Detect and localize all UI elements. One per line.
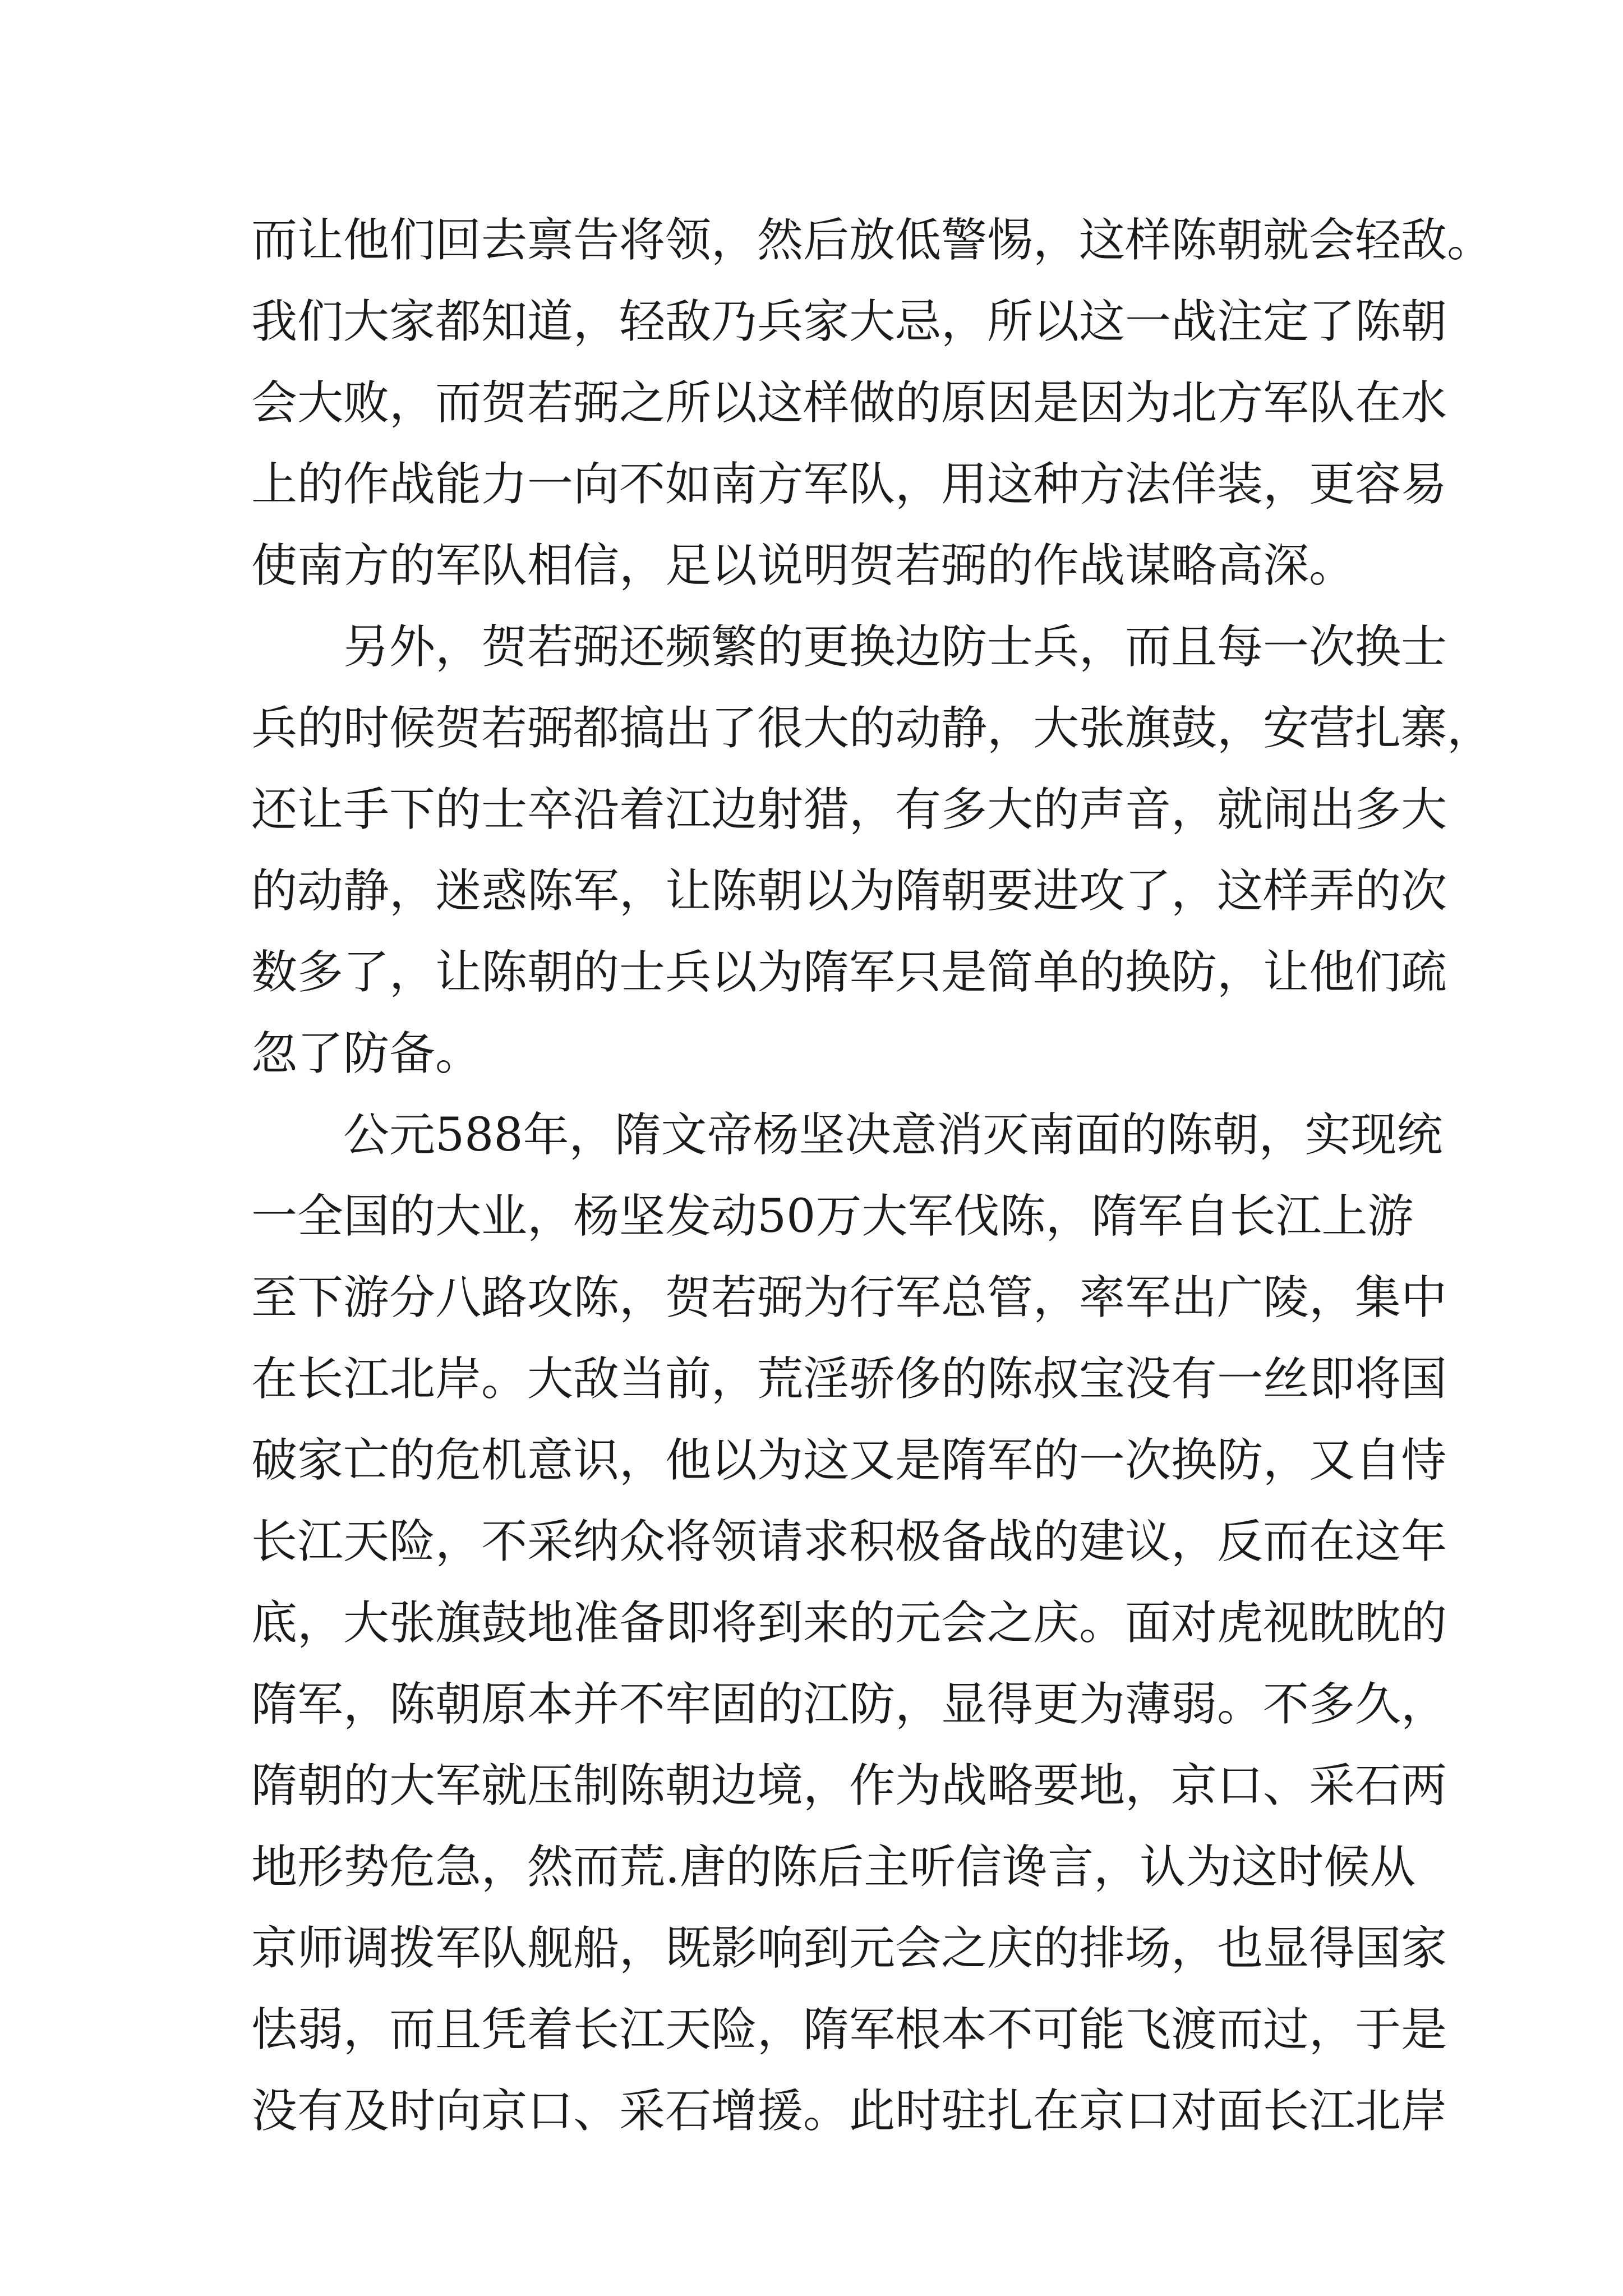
text-line: 隋朝的大军就压制陈朝边境，作为战略要地，京口、采石两 bbox=[251, 1759, 1447, 1812]
text-line: 没有及时向京口、采石增援。此时驻扎在京口对面长江北岸 bbox=[251, 2085, 1447, 2138]
text-line: 破家亡的危机意识，他以为这又是隋军的一次换防，又自恃 bbox=[251, 1434, 1447, 1487]
text-line: 底，大张旗鼓地准备即将到来的元会之庆。面对虎视眈眈的 bbox=[251, 1596, 1447, 1650]
body-text bbox=[251, 200, 1493, 2152]
text-line: 使南方的军队相信，足以说明贺若弼的作战谋略高深。 bbox=[251, 539, 1355, 592]
paragraph bbox=[251, 200, 1493, 606]
text-line: 一全国的大业，杨坚发动50万大军伐陈，隋军自长江上游 bbox=[251, 1190, 1414, 1243]
text-line: 长江天险，不采纳众将领请求积极备战的建议，反而在这年 bbox=[251, 1515, 1447, 1568]
paragraph bbox=[251, 1094, 1447, 2152]
text-line: 我们大家都知道，轻敌乃兵家大忌，所以这一战注定了陈朝 bbox=[251, 295, 1447, 348]
text-line: 兵的时候贺若弼都搞出了很大的动静，大张旗鼓，安营扎寨， bbox=[251, 702, 1493, 755]
text-line: 上的作战能力一向不如南方军队，用这种方法佯装，更容易 bbox=[251, 458, 1447, 511]
text-line: 在长江北岸。大敌当前，荒淫骄侈的陈叔宝没有一丝即将国 bbox=[251, 1352, 1447, 1406]
text-line: 地形势危急，然而荒.唐的陈后主听信谗言，认为这时候从 bbox=[251, 1841, 1416, 1894]
text-line: 而让他们回去禀告将领，然后放低警惕，这样陈朝就会轻敌。 bbox=[251, 214, 1493, 267]
text-line: 还让手下的士卒沿着江边射猎，有多大的声音，就闹出多大 bbox=[251, 783, 1447, 836]
text-line: 的动静，迷惑陈军，让陈朝以为隋朝要进攻了，这样弄的次 bbox=[251, 864, 1447, 918]
text-line: 另外，贺若弼还频繁的更换边防士兵，而且每一次换士 bbox=[343, 620, 1447, 674]
text-line: 数多了，让陈朝的士兵以为隋军只是简单的换防，让他们疏 bbox=[251, 946, 1447, 999]
text-line: 忽了防备。 bbox=[251, 1027, 482, 1080]
text-line: 公元588年，隋文帝杨坚决意消灭南面的陈朝，实现统 bbox=[343, 1108, 1443, 1162]
paragraph bbox=[251, 606, 1493, 1094]
text-line: 京师调拨军队舰船，既影响到元会之庆的排场，也显得国家 bbox=[251, 1922, 1447, 1975]
text-line: 隋军，陈朝原本并不牢固的江防，显得更为薄弱。不多久， bbox=[251, 1678, 1447, 1731]
text-line: 会大败，而贺若弼之所以这样做的原因是因为北方军队在水 bbox=[251, 376, 1447, 430]
text-line: 怯弱，而且凭着长江天险，隋军根本不可能飞渡而过，于是 bbox=[251, 2003, 1447, 2056]
text-line: 至下游分八路攻陈，贺若弼为行军总管，率军出广陵，集中 bbox=[251, 1271, 1447, 1324]
